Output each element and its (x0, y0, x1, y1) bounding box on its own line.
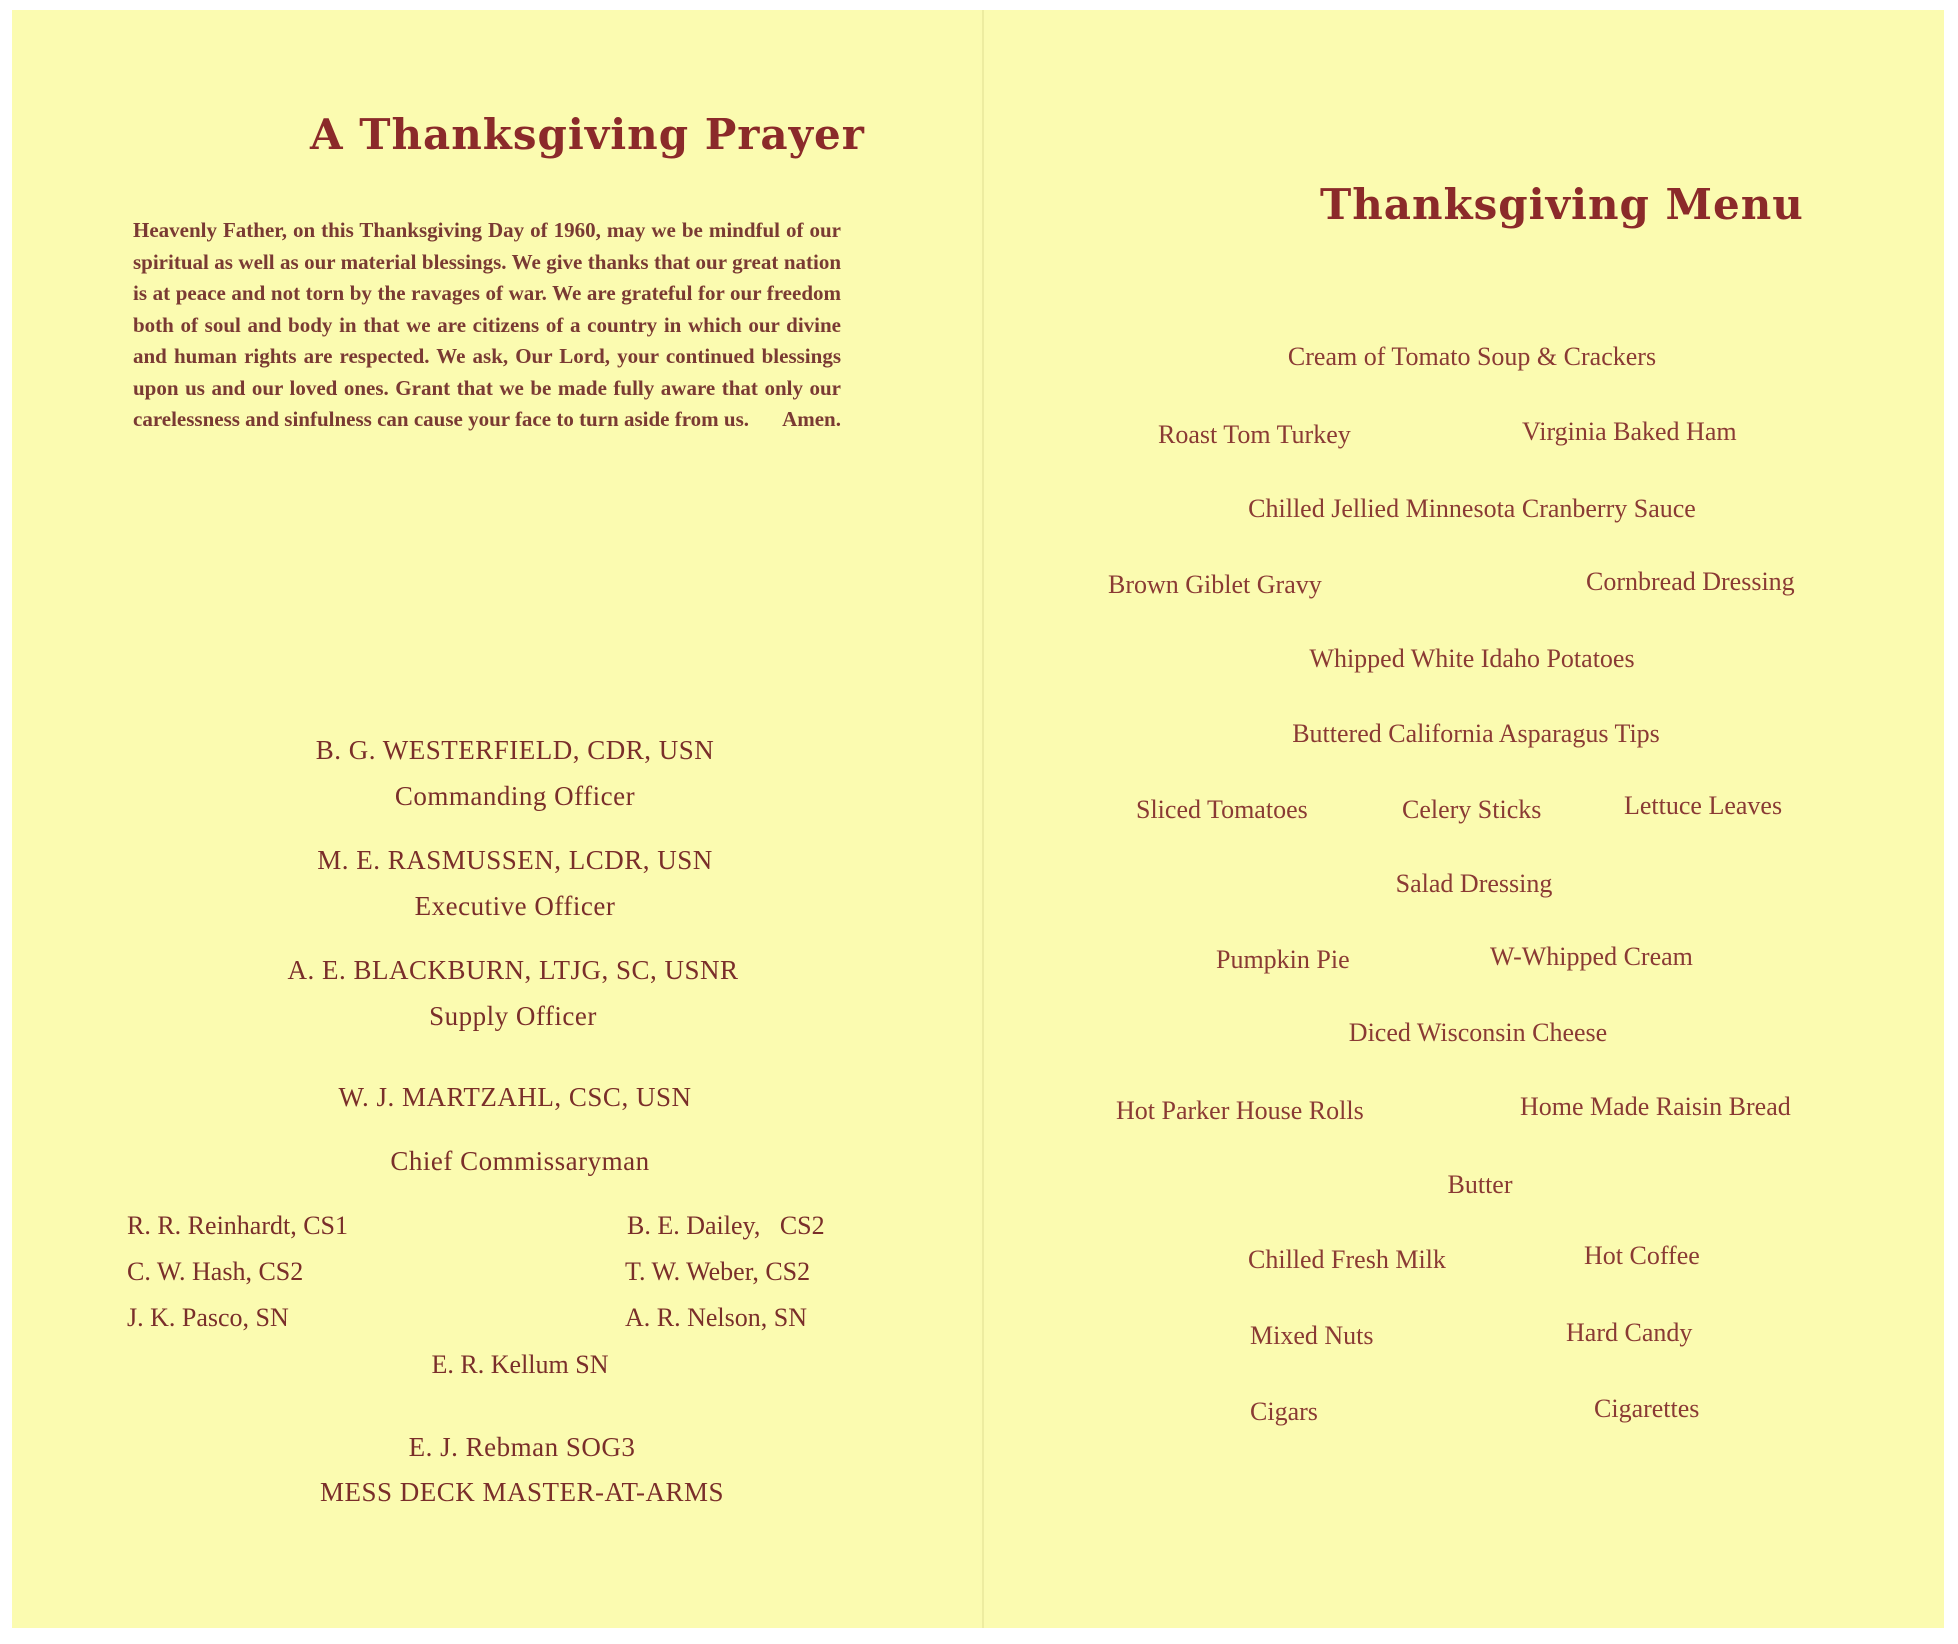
crew-left-3: J. K. Pasco, SN (127, 1303, 289, 1332)
menu-item-cigars: Cigars (1250, 1397, 1318, 1426)
menu-item-asparagus: Buttered California Asparagus Tips (1292, 719, 1660, 748)
crew-right-2: T. W. Weber, CS2 (625, 1257, 811, 1286)
menu-item-pie: Pumpkin Pie (1216, 945, 1350, 974)
menu-item-bread: Home Made Raisin Bread (1520, 1092, 1791, 1121)
officer-name-executive: M. E. RASMUSSEN, LCDR, USN (317, 845, 713, 875)
center-fold (982, 10, 984, 1628)
officer-role-supply: Supply Officer (429, 1001, 597, 1031)
master-at-arms-title: MESS DECK MASTER-AT-ARMS (319, 1477, 725, 1507)
menu-item-cream: W-Whipped Cream (1490, 942, 1693, 971)
crew-center: E. R. Kellum SN (431, 1350, 609, 1379)
officer-role-commanding: Commanding Officer (394, 781, 636, 811)
menu-item-salad-dressing: Salad Dressing (1395, 869, 1553, 898)
menu-item-dressing: Cornbread Dressing (1586, 567, 1795, 596)
menu-item-turkey: Roast Tom Turkey (1158, 420, 1351, 449)
officer-role-executive: Executive Officer (414, 891, 616, 921)
officer-name-supply: A. E. BLACKBURN, LTJG, SC, USNR (287, 955, 739, 985)
officer-name-chief: W. J. MARTZAHL, CSC, USN (338, 1082, 692, 1112)
menu-item-butter: Butter (1447, 1170, 1513, 1199)
officer-name-commanding: B. G. WESTERFIELD, CDR, USN (315, 735, 715, 765)
prayer-amen: Amen. (782, 407, 841, 431)
master-at-arms-name: E. J. Rebman SOG3 (408, 1432, 636, 1462)
officer-role-chief: Chief Commissaryman (390, 1146, 650, 1176)
menu-item-coffee: Hot Coffee (1584, 1241, 1700, 1270)
menu-item-candy: Hard Candy (1566, 1318, 1693, 1347)
prayer-body: Heavenly Father, on this Thanksgiving Day of 1960, may we be mindful of our spiritual as well as our material blessings. We give thanks that our great nation is at peace and not torn by the ravages of war. We are grateful for our freedom both of soul and body in that we are citizens of a country in which our divine and human rights are respected. We ask, Our Lord, your continued blessings upon us and our loved ones. Grant that we be made fully aware that only our carelessness and sinfulness can cause your face to turn aside from us. (133, 218, 841, 431)
menu-item-celery: Celery Sticks (1402, 795, 1542, 824)
menu-item-nuts: Mixed Nuts (1250, 1321, 1374, 1350)
menu-item-milk: Chilled Fresh Milk (1248, 1245, 1446, 1274)
menu-item-cheese: Diced Wisconsin Cheese (1348, 1018, 1608, 1047)
menu-item-soup: Cream of Tomato Soup & Crackers (1287, 342, 1657, 371)
crew-left-2: C. W. Hash, CS2 (127, 1257, 304, 1286)
crew-right-3: A. R. Nelson, SN (625, 1303, 808, 1332)
menu-item-potatoes: Whipped White Idaho Potatoes (1309, 644, 1635, 673)
menu-item-rolls: Hot Parker House Rolls (1116, 1096, 1364, 1125)
menu-item-tomatoes: Sliced Tomatoes (1136, 795, 1308, 824)
menu-title: Thanksgiving Menu (1320, 180, 1804, 229)
prayer-text (133, 215, 841, 436)
menu-item-ham: Virginia Baked Ham (1522, 417, 1737, 446)
crew-right-1: B. E. Dailey, CS2 (627, 1211, 825, 1240)
menu-item-lettuce: Lettuce Leaves (1624, 791, 1783, 820)
prayer-title: A Thanksgiving Prayer (310, 110, 865, 159)
menu-item-gravy: Brown Giblet Gravy (1108, 570, 1322, 599)
menu-item-cigarettes: Cigarettes (1594, 1394, 1700, 1423)
menu-item-cranberry: Chilled Jellied Minnesota Cranberry Sauce (1248, 494, 1696, 523)
crew-left-1: R. R. Reinhardt, CS1 (127, 1211, 349, 1240)
